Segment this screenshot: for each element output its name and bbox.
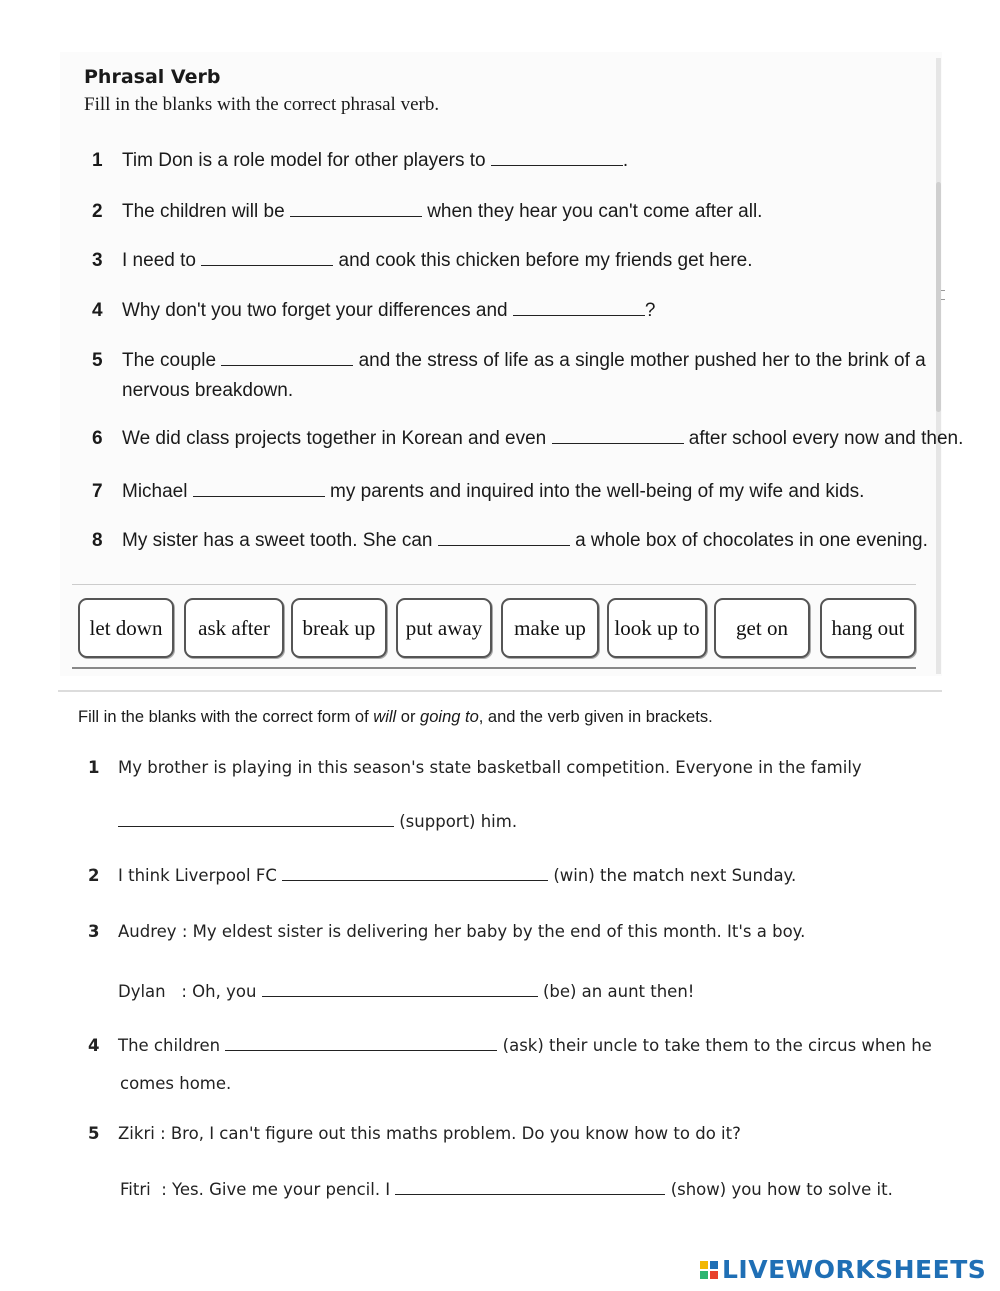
answer-blank-8[interactable] <box>438 531 570 546</box>
question-2: 2 The children will be when they hear you can't come after all. <box>92 201 763 222</box>
s2-question-5: 5 Zikri : Bro, I can't figure out this maths problem. Do you know how to do it? <box>88 1124 741 1143</box>
logo-blocks-icon <box>700 1261 718 1279</box>
question-6: 6 We did class projects together in Korean and even after school every now and then. <box>92 428 964 449</box>
word-chip-hang-out[interactable]: hang out <box>820 598 916 658</box>
answer-blank-5[interactable] <box>221 351 353 366</box>
word-chip-make-up[interactable]: make up <box>501 598 599 658</box>
question-1: 1 Tim Don is a role model for other players to . <box>92 150 629 171</box>
word-chip-get-on[interactable]: get on <box>714 598 810 658</box>
s2-answer-blank-5[interactable] <box>395 1182 665 1195</box>
section-divider <box>58 690 942 692</box>
question-8: 8 My sister has a sweet tooth. She can a whole box of chocolates in one evening. <box>92 530 928 551</box>
word-chip-ask-after[interactable]: ask after <box>184 598 284 658</box>
answer-blank-3[interactable] <box>201 251 333 266</box>
answer-blank-6[interactable] <box>552 429 684 444</box>
question-7: 7 Michael my parents and inquired into the well-being of my wife and kids. <box>92 481 865 502</box>
s2-answer-blank-1[interactable] <box>118 814 394 827</box>
s2-question-1: 1 My brother is playing in this season's state basketball competition. Everyone in the family <box>88 758 862 777</box>
question-5-continued: nervous breakdown. <box>122 380 294 401</box>
question-5: 5 The couple and the stress of life as a single mother pushed her to the brink of a <box>92 350 926 371</box>
s2-question-1-answer-line: (support) him. <box>118 812 517 831</box>
question-3: 3 I need to and cook this chicken before my friends get here. <box>92 250 753 271</box>
question-4: 4 Why don't you two forget your differences and ? <box>92 300 656 321</box>
word-chip-let-down[interactable]: let down <box>78 598 174 658</box>
s2-answer-blank-3[interactable] <box>262 984 538 997</box>
answer-blank-2[interactable] <box>290 202 422 217</box>
s2-question-3-reply: Dylan : Oh, you (be) an aunt then! <box>118 982 695 1001</box>
word-chip-put-away[interactable]: put away <box>396 598 492 658</box>
liveworksheets-logo: LIVEWORKSHEETS <box>700 1255 986 1284</box>
s2-question-5-reply: Fitri : Yes. Give me your pencil. I (show) you how to solve it. <box>120 1180 893 1199</box>
section-title: Phrasal Verb <box>84 66 221 88</box>
word-chip-break-up[interactable]: break up <box>291 598 387 658</box>
s2-question-4: 4 The children (ask) their uncle to take them to the circus when he <box>88 1036 932 1055</box>
word-chip-look-up-to[interactable]: look up to <box>607 598 707 658</box>
answer-blank-1[interactable] <box>491 151 623 166</box>
s2-answer-blank-4[interactable] <box>225 1038 497 1051</box>
section-instruction: Fill in the blanks with the correct phrasal verb. <box>84 94 440 115</box>
section2-instruction: Fill in the blanks with the correct form of will or going to, and the verb given in brackets. <box>78 708 713 726</box>
answer-blank-7[interactable] <box>193 482 325 497</box>
s2-question-4-continued: comes home. <box>120 1074 232 1093</box>
s2-question-2: 2 I think Liverpool FC (win) the match next Sunday. <box>88 866 797 885</box>
answer-blank-4[interactable] <box>513 301 645 316</box>
s2-answer-blank-2[interactable] <box>282 868 548 881</box>
scrollbar-grip-icon[interactable] <box>941 290 945 300</box>
s2-question-3: 3 Audrey : My eldest sister is delivering her baby by the end of this month. It's a boy. <box>88 922 806 941</box>
